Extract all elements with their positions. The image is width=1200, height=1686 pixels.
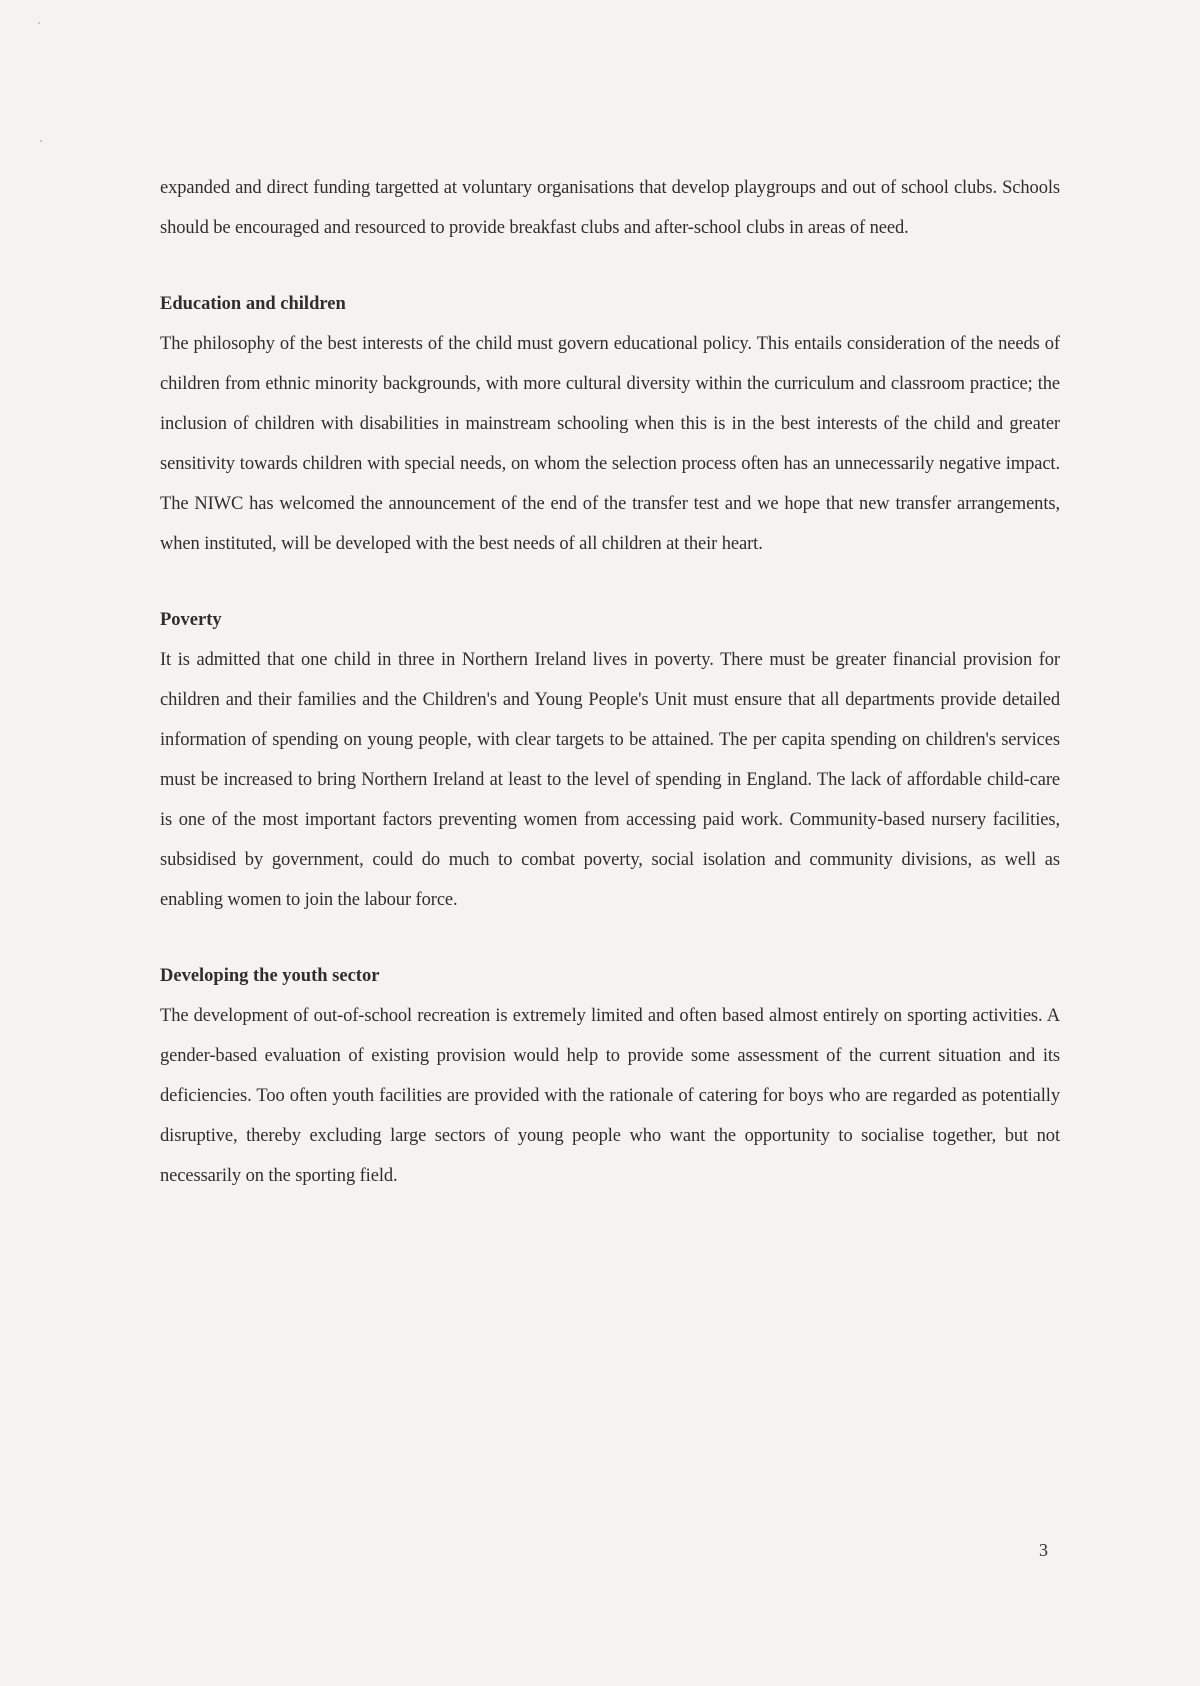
section-heading-youth: Developing the youth sector [160, 966, 380, 986]
section-paragraph-youth: The development of out-of-school recreation is extremely limited and often based almost entirely on sporting activities. A gender-based evaluation of existing provision would help to provide some assessment of the current situation and its deficiencies. Too often youth facilities are provided with the rationale of catering for boys who are regarded as potentially disruptive, thereby excluding large sectors of young people who want the opportunity to socialise together, but not necessarily on the sporting field. [160, 1006, 1060, 1186]
section-heading-poverty: Poverty [160, 610, 222, 630]
intro-paragraph: expanded and direct funding targetted at voluntary organisations that develop playgroups and out of school clubs. Schools should be encouraged and resourced to provide breakfast clubs and after-school clubs in areas of need. [160, 178, 1060, 238]
scan-speck [38, 22, 40, 24]
scan-speck [40, 140, 42, 142]
page-number: 3 [1039, 1540, 1048, 1560]
document-body [160, 168, 1060, 1196]
section-heading-education: Education and children [160, 294, 346, 314]
section-paragraph-poverty: It is admitted that one child in three in Northern Ireland lives in poverty. There must be greater financial provision for children and their families and the Children's and Young People's Unit must ensure that all departments provide detailed information of spending on young people, with clear targets to be attained. The per capita spending on children's services must be increased to bring Northern Ireland at least to the level of spending in England. The lack of affordable child-care is one of the most important factors preventing women from accessing paid work. Community-based nursery facilities, subsidised by government, could do much to combat poverty, social isolation and community divisions, as well as enabling women to join the labour force. [160, 650, 1060, 910]
section-paragraph-education: The philosophy of the best interests of the child must govern educational policy. This entails consideration of the needs of children from ethnic minority backgrounds, with more cultural diversity within the curriculum and classroom practice; the inclusion of children with disabilities in mainstream schooling when this is in the best interests of the child and greater sensitivity towards children with special needs, on whom the selection process often has an unnecessarily negative impact. The NIWC has welcomed the announcement of the end of the transfer test and we hope that new transfer arrangements, when instituted, will be developed with the best needs of all children at their heart. [160, 334, 1060, 554]
